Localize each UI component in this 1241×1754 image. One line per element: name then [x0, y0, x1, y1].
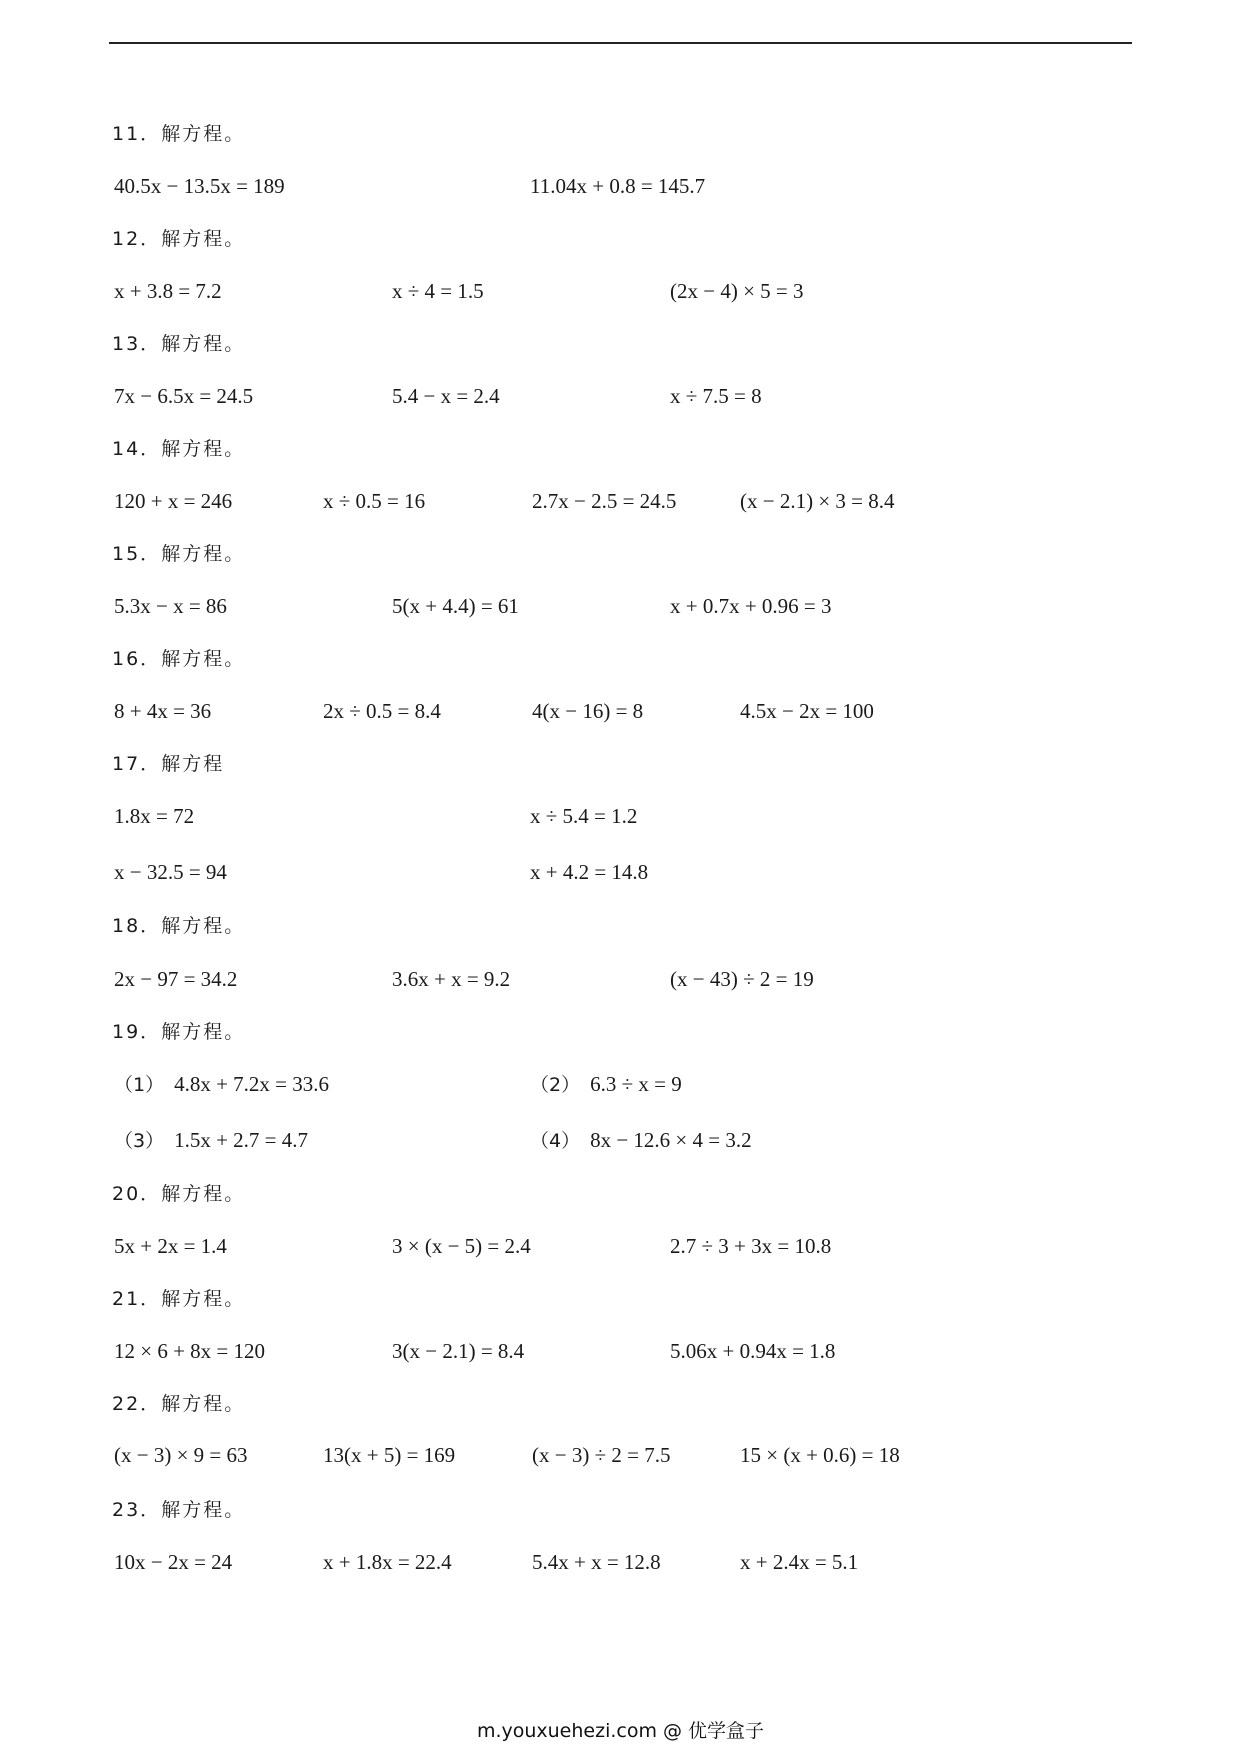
- equation: 40.5x − 13.5x = 189: [114, 174, 285, 198]
- problem-title: 解方程。: [161, 1183, 246, 1205]
- problem-22-equations: [0, 1439, 1241, 1471]
- equation: (x − 3) ÷ 2 = 7.5: [532, 1443, 671, 1467]
- equation: 120 + x = 246: [114, 489, 233, 513]
- equation: x ÷ 5.4 = 1.2: [530, 804, 638, 828]
- problem-title: 解方程。: [161, 648, 246, 670]
- problem-number: 18．: [112, 915, 162, 937]
- equation: 5(x + 4.4) = 61: [392, 594, 519, 618]
- equation: 5.3x − x = 86: [114, 594, 227, 618]
- equation: 2.7 ÷ 3 + 3x = 10.8: [670, 1234, 832, 1258]
- labeled-equation: [114, 1068, 329, 1101]
- equation: x ÷ 7.5 = 8: [670, 384, 762, 408]
- problem-16-equations: [0, 695, 1241, 727]
- equation: 1.5x + 2.7 = 4.7: [174, 1128, 309, 1152]
- problem-title: 解方程。: [161, 1393, 246, 1415]
- equation: 5.4 − x = 2.4: [392, 384, 500, 408]
- problem-heading: [112, 1494, 245, 1526]
- equation-label: （2）: [530, 1074, 581, 1096]
- equation: x + 1.8x = 22.4: [323, 1550, 452, 1574]
- equation: (x − 43) ÷ 2 = 19: [670, 967, 814, 991]
- labeled-equation: [530, 1124, 752, 1157]
- problem-21-equations: [0, 1335, 1241, 1367]
- top-rule: [109, 42, 1132, 44]
- equation: 10x − 2x = 24: [114, 1550, 233, 1574]
- problem-23-equations: [0, 1546, 1241, 1578]
- problem-11-heading-row: [0, 118, 1241, 150]
- problem-23-heading-row: [0, 1494, 1241, 1526]
- equation: 3.6x + x = 9.2: [392, 967, 511, 991]
- problem-16-heading-row: [0, 643, 1241, 675]
- equation: 4.8x + 7.2x = 33.6: [174, 1072, 330, 1096]
- equation-label: （4）: [530, 1130, 581, 1152]
- equation: 2.7x − 2.5 = 24.5: [532, 489, 677, 513]
- problem-heading: [112, 1283, 245, 1315]
- equation: x + 3.8 = 7.2: [114, 279, 222, 303]
- problem-number: 16．: [112, 648, 162, 670]
- problem-title: 解方程。: [161, 543, 246, 565]
- problem-22-heading-row: [0, 1388, 1241, 1420]
- equation: 15 × (x + 0.6) = 18: [740, 1443, 900, 1467]
- problem-number: 14．: [112, 438, 162, 460]
- problem-heading: [112, 223, 245, 255]
- problem-20-equations: [0, 1230, 1241, 1262]
- problem-heading: [112, 538, 245, 570]
- problem-title: 解方程。: [161, 915, 246, 937]
- problem-heading: [112, 1388, 245, 1420]
- equation: (x − 2.1) × 3 = 8.4: [740, 489, 895, 513]
- labeled-equation: [530, 1068, 682, 1101]
- problem-19-equations-row-2: [0, 1124, 1241, 1156]
- equation: 7x − 6.5x = 24.5: [114, 384, 254, 408]
- equation: 5.4x + x = 12.8: [532, 1550, 661, 1574]
- problem-title: 解方程。: [161, 1021, 246, 1043]
- problem-number: 11．: [112, 123, 162, 145]
- equation: x + 2.4x = 5.1: [740, 1550, 859, 1574]
- problem-title: 解方程。: [161, 1288, 246, 1310]
- problem-15-equations: [0, 590, 1241, 622]
- problem-20-heading-row: [0, 1178, 1241, 1210]
- problem-number: 21．: [112, 1288, 162, 1310]
- equation: 3 × (x − 5) = 2.4: [392, 1234, 531, 1258]
- problem-number: 15．: [112, 543, 162, 565]
- equation: 5.06x + 0.94x = 1.8: [670, 1339, 836, 1363]
- labeled-equation: [114, 1124, 308, 1157]
- equation: 2x − 97 = 34.2: [114, 967, 238, 991]
- equation: x ÷ 4 = 1.5: [392, 279, 484, 303]
- problem-18-heading-row: [0, 910, 1241, 942]
- problem-13-equations: [0, 380, 1241, 412]
- equation-label: （3）: [114, 1130, 165, 1152]
- equation: 2x ÷ 0.5 = 8.4: [323, 699, 441, 723]
- problem-number: 12．: [112, 228, 162, 250]
- problem-heading: [112, 748, 224, 780]
- problem-title: 解方程: [161, 753, 225, 775]
- equation: 8x − 12.6 × 4 = 3.2: [590, 1128, 752, 1152]
- problem-number: 19．: [112, 1021, 162, 1043]
- problem-11-equations: [0, 170, 1241, 202]
- equation: x ÷ 0.5 = 16: [323, 489, 426, 513]
- footer-watermark: m.youxuehezi.com @ 优学盒子: [476, 1720, 765, 1742]
- problem-14-equations: [0, 485, 1241, 517]
- problem-heading: [112, 433, 245, 465]
- problem-number: 13．: [112, 333, 162, 355]
- problem-title: 解方程。: [161, 123, 246, 145]
- problem-heading: [112, 643, 245, 675]
- equation: x − 32.5 = 94: [114, 860, 227, 884]
- problem-12-heading-row: [0, 223, 1241, 255]
- problem-19-equations-row-1: [0, 1068, 1241, 1100]
- equation: 3(x − 2.1) = 8.4: [392, 1339, 525, 1363]
- problem-title: 解方程。: [161, 438, 246, 460]
- problem-number: 22．: [112, 1393, 162, 1415]
- problem-18-equations: [0, 963, 1241, 995]
- problem-number: 17．: [112, 753, 162, 775]
- equation: 5x + 2x = 1.4: [114, 1234, 227, 1258]
- problem-19-heading-row: [0, 1016, 1241, 1048]
- problem-title: 解方程。: [161, 228, 246, 250]
- equation: x + 0.7x + 0.96 = 3: [670, 594, 832, 618]
- equation: 8 + 4x = 36: [114, 699, 212, 723]
- equation: (x − 3) × 9 = 63: [114, 1443, 248, 1467]
- problem-number: 23．: [112, 1499, 162, 1521]
- equation: x + 4.2 = 14.8: [530, 860, 649, 884]
- problem-12-equations: [0, 275, 1241, 307]
- equation: 6.3 ÷ x = 9: [590, 1072, 682, 1096]
- equation: 1.8x = 72: [114, 804, 195, 828]
- equation: 13(x + 5) = 169: [323, 1443, 456, 1467]
- equation: 4(x − 16) = 8: [532, 699, 644, 723]
- problem-heading: [112, 1178, 245, 1210]
- problem-heading: [112, 1016, 245, 1048]
- problem-21-heading-row: [0, 1283, 1241, 1315]
- problem-heading: [112, 910, 245, 942]
- problem-15-heading-row: [0, 538, 1241, 570]
- problem-17-equations-row-2: [0, 856, 1241, 888]
- problem-17-equations-row-1: [0, 800, 1241, 832]
- problem-14-heading-row: [0, 433, 1241, 465]
- problem-17-heading-row: [0, 748, 1241, 780]
- problem-heading: [112, 328, 245, 360]
- equation: 12 × 6 + 8x = 120: [114, 1339, 266, 1363]
- equation: 4.5x − 2x = 100: [740, 699, 874, 723]
- equation: (2x − 4) × 5 = 3: [670, 279, 804, 303]
- equation-label: （1）: [114, 1074, 165, 1096]
- problem-13-heading-row: [0, 328, 1241, 360]
- problem-number: 20．: [112, 1183, 162, 1205]
- problem-heading: [112, 118, 245, 150]
- problem-title: 解方程。: [161, 1499, 246, 1521]
- problem-title: 解方程。: [161, 333, 246, 355]
- equation: 11.04x + 0.8 = 145.7: [530, 174, 706, 198]
